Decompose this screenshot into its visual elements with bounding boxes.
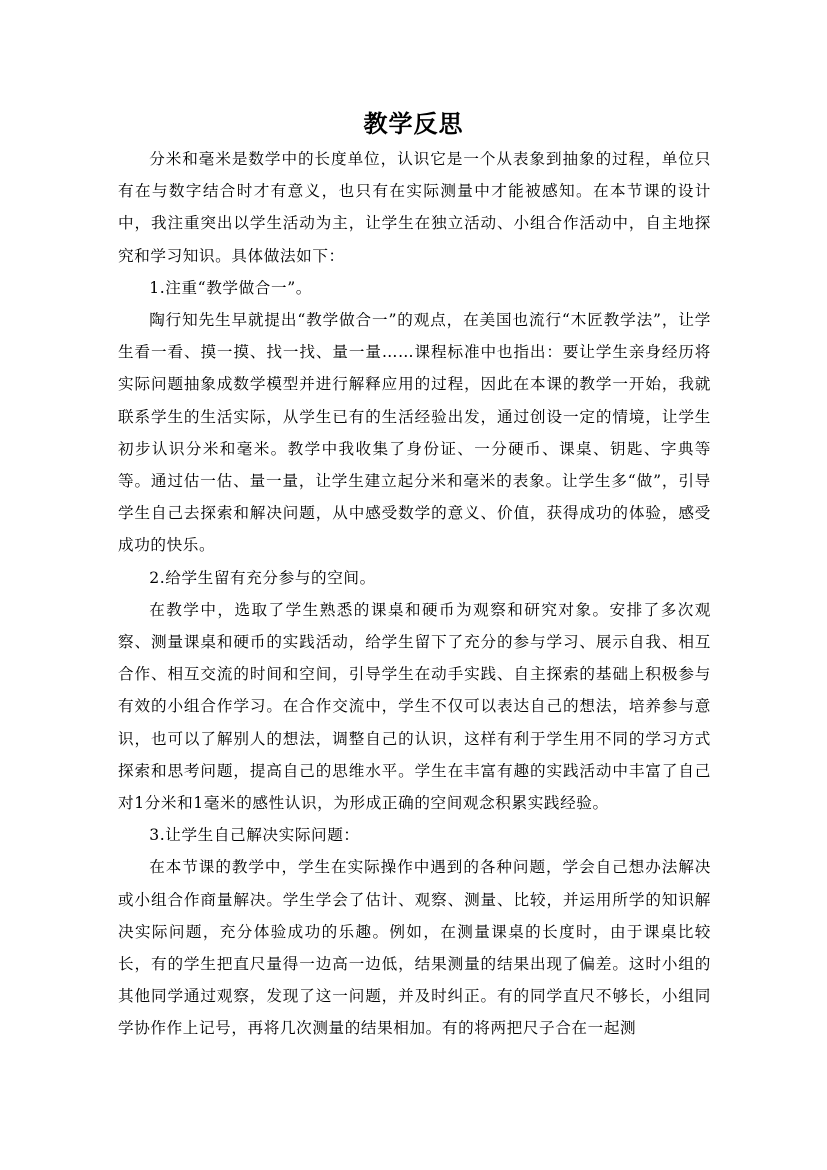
document-title: 教学反思 bbox=[363, 110, 464, 138]
paragraph-heading-2: 2.给学生留有充分参与的空间。 bbox=[149, 568, 376, 587]
document-body bbox=[118, 143, 711, 1045]
paragraph-section-2: 在教学中，选取了学生熟悉的课桌和硬币为观察和研究对象。安排了多次观察、测量课桌和硬币的实践活动，给学生留下了充分的参与学习、展示自我、相互合作、相互交流的时间和空间，引导学生在动手实践、自主探索的基础上积极参与有效的小组合作学习。在合作交流中，学生不仅可以表达自己的想法，培养参与意识，也可以了解别人的想法，调整自己的认识，这样有利于学生用不同的学习方式探索和思考问题，提高自己的思维水平。学生在丰富有趣的实践活动中丰富了自己对1分米和1毫米的感性认识，为形成正确的空间观念积累实践经验。 bbox=[118, 600, 711, 813]
paragraph-section-3: 在本节课的教学中，学生在实际操作中遇到的各种问题，学会自己想办法解决或小组合作商量解决。学生学会了估计、观察、测量、比较，并运用所学的知识解决实际问题，充分体验成功的乐趣。例如，在测量课桌的长度时，由于课桌比较长，有的学生把直尺量得一边高一边低，结果测量的结果出现了偏差。这时小组的其他同学通过观察，发现了这一问题，并及时纠正。有的同学直尺不够长，小组同学协作作上记号，再将几次测量的结果相加。有的将两把尺子合在一起测 bbox=[118, 858, 711, 1038]
paragraph-heading-3: 3.让学生自己解决实际问题： bbox=[149, 826, 360, 845]
paragraph-section-1: 陶行知先生早就提出“教学做合一”的观点，在美国也流行“木匠教学法”，让学生看一看、摸一摸、找一找、量一量……课程标准中也指出：要让学生亲身经历将实际问题抽象成数学模型并进行解释应用的过程，因此在本课的教学一开始，我就联系学生的生活实际，从学生已有的生活经验出发，通过创设一定的情境，让学生初步认识分米和毫米。教学中我收集了身份证、一分硬币、课桌、钥匙、字典等等。通过估一估、量一量，让学生建立起分米和毫米的表象。让学生多“做”，引导学生自己去探索和解决问题，从中感受数学的意义、价值，获得成功的体验，感受成功的快乐。 bbox=[118, 311, 711, 555]
paragraph-intro: 分米和毫米是数学中的长度单位，认识它是一个从表象到抽象的过程，单位只有在与数字结合时才有意义，也只有在实际测量中才能被感知。在本节课的设计中，我注重突出以学生活动为主，让学生在独立活动、小组合作活动中，自主地探究和学习知识。具体做法如下： bbox=[118, 150, 711, 265]
paragraph-heading-1: 1.注重“教学做合一”。 bbox=[149, 278, 312, 297]
